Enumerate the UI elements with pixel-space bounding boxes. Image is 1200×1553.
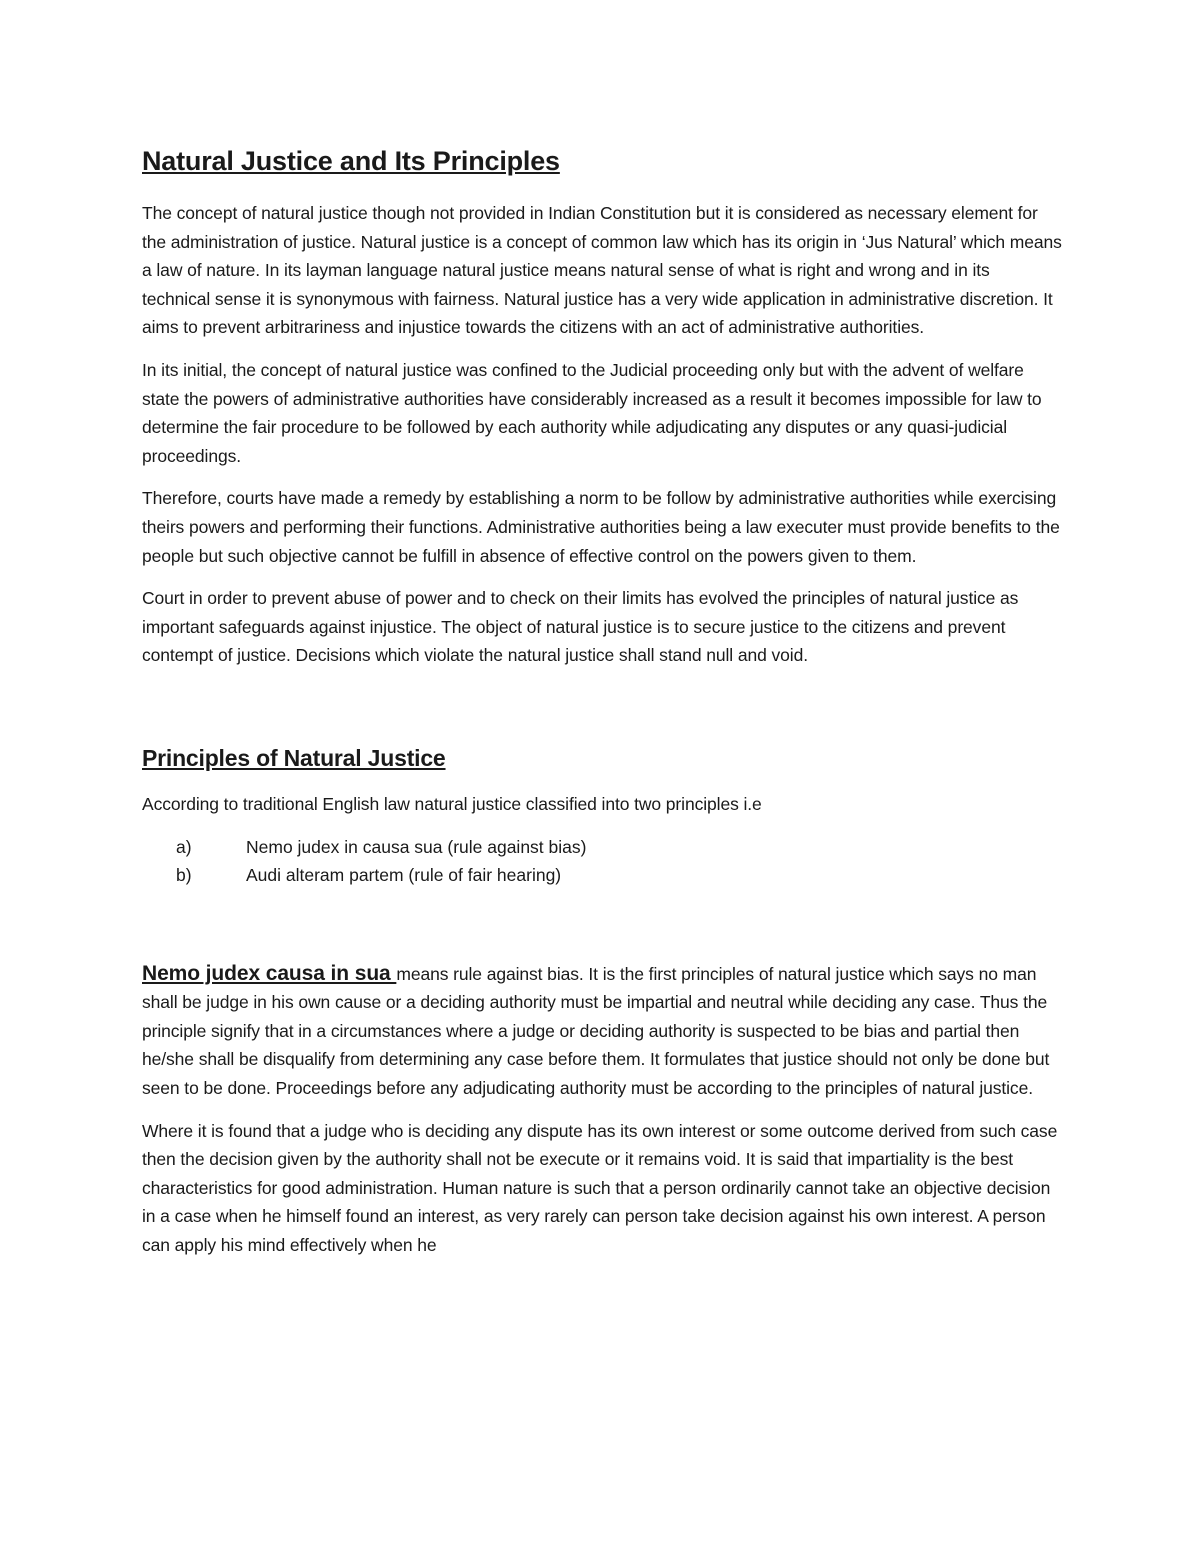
list-item: [142, 861, 1062, 890]
principles-list: [142, 833, 1062, 890]
list-item-text: Audi alteram partem (rule of fair hearing): [246, 865, 562, 886]
paragraph-final: Where it is found that a judge who is deciding any dispute has its own interest or some outcome derived from such case then the decision given by the authority shall not be execute or it remains void. It is said that impartiality is the best characteristics for good administration. Human nature is such that a person ordinarily cannot take an objective decision in a case when he himself found an interest, as very rarely can person take decision against his own interest. A person can apply his mind effectively when he: [142, 1120, 1058, 1256]
paragraph-initial: In its initial, the concept of natural justice was confined to the Judicial proceeding only but with the advent of welfare state the powers of administrative authorities have considerably increased as a result it becomes impossible for law to determine the fair procedure to be followed by each authority while adjudicating any disputes or any quasi-judicial proceedings.: [142, 359, 1042, 466]
paragraph-court: Court in order to prevent abuse of power and to check on their limits has evolved the principles of natural justice as important safeguards against injustice. The object of natural justice is to secure justice to the citizens and prevent contempt of justice. Decisions which violate the natural justice shall stand null and void.: [142, 588, 1019, 666]
list-item: [142, 833, 1062, 862]
nemo-heading: Nemo judex causa in sua: [142, 961, 397, 985]
list-marker: a): [176, 836, 192, 857]
list-marker: b): [176, 865, 192, 886]
document-content: [142, 143, 1062, 1274]
section-intro: According to traditional English law natural justice classified into two principles i.e: [142, 793, 762, 814]
paragraph-therefore: Therefore, courts have made a remedy by establishing a norm to be follow by administrative authorities while exercising theirs powers and performing their functions. Administrative authorities being a law executer must provide benefits to the people but such objective cannot be fulfill in absence of effective control on the powers given to them.: [142, 488, 1060, 566]
paragraph-nemo: [142, 960, 1062, 1103]
paragraph-concept: The concept of natural justice though not provided in Indian Constitution but it is considered as necessary element for the administration of justice. Natural justice is a concept of common law which has its origin in ‘Jus Natural’ which means a law of nature. In its layman language natural justice means natural sense of what is right and wrong and in its technical sense it is synonymous with fairness. Natural justice has a very wide application in administrative discretion. It aims to prevent arbitrariness and injustice towards the citizens with an act of administrative authorities.: [142, 203, 1062, 338]
list-item-text: Nemo judex in causa sua (rule against bias): [246, 836, 587, 857]
document-title: Natural Justice and Its Principles: [142, 146, 560, 176]
nemo-text: means rule against bias. It is the first principles of natural justice which says no man shall be judge in his own cause or a deciding authority must be impartial and neutral while deciding any case. Thus the principle signify that in a circumstances where a judge or deciding authority is suspected to be bias and partial then he/she shall be disqualify from determining any case before them. It formulates that justice should not only be done but seen to be done. Proceedings before any adjudicating authority must be according to the principles of natural justice.: [142, 963, 1050, 1099]
section-heading: Principles of Natural Justice: [142, 744, 446, 771]
